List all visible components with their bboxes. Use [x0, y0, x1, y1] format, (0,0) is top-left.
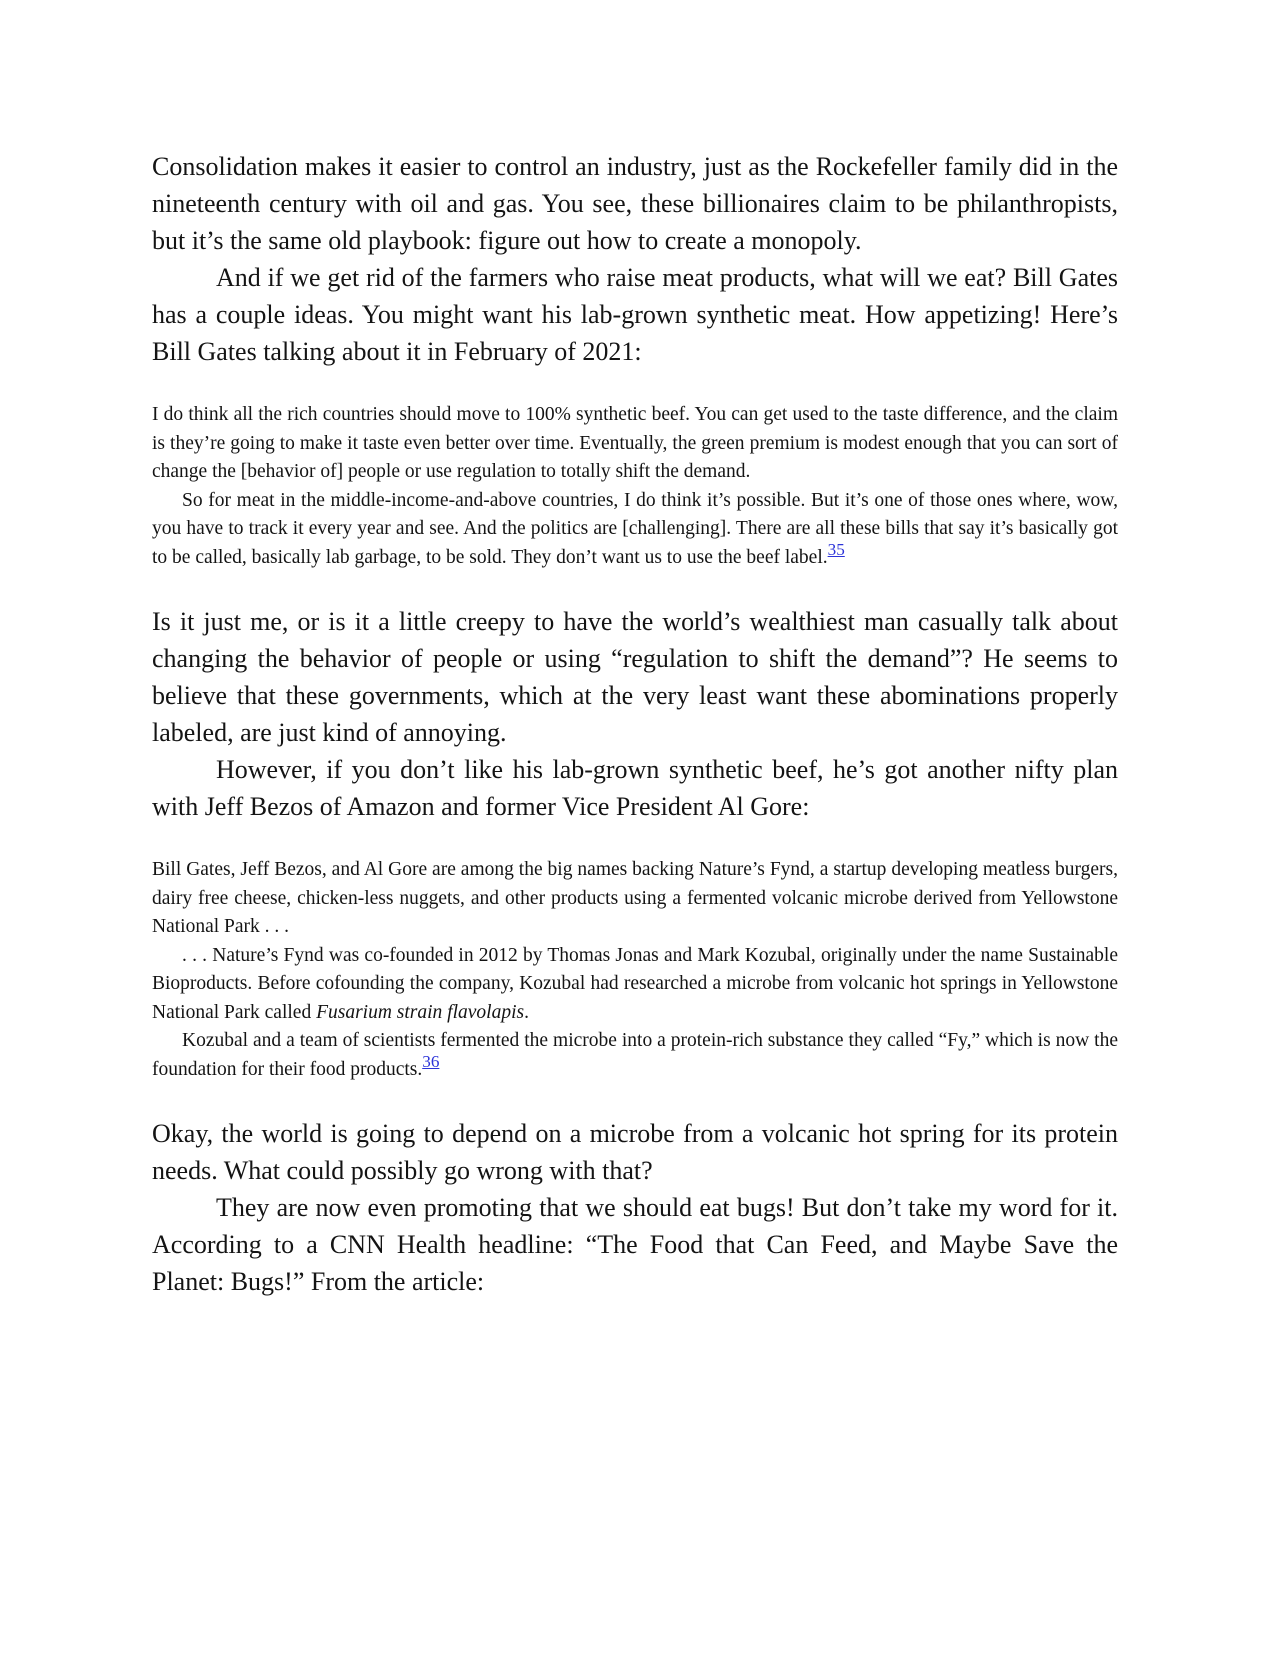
- quote-paragraph-fy: [152, 1027, 1118, 1084]
- footnote-link-35[interactable]: 35: [827, 539, 845, 559]
- quote-text: So for meat in the middle-income-and-above countries, I do think it’s possible. But it’s one of those ones where, wow, you have to track it every year and see. And the politics are [challenging]. There are all these bills that say it’s basically got to be called, basically lab garbage, to be sold. They don’t want us to use the beef label.: [152, 489, 1118, 568]
- quote-text: . . . Nature’s Fynd was co-founded in 2012 by Thomas Jonas and Mark Kozubal, originally under the name Sustainable Bioproducts. Before cofounding the company, Kozubal had researched a microbe from volcanic hot springs in Yellowstone National Park called: [152, 944, 1118, 1023]
- footnote-link-36[interactable]: 36: [422, 1051, 440, 1071]
- blockquote-natures-fynd: [152, 856, 1118, 1084]
- paragraph-eat-bugs: They are now even promoting that we should eat bugs! But don’t take my word for it. According to a CNN Health headline: “The Food that Can Feed, and Maybe Save the Planet: Bugs!” From the article:: [152, 1193, 1118, 1296]
- quote-paragraph-beef-label: [152, 487, 1118, 573]
- species-name-italic: Fusarium strain flavolapis: [316, 1001, 525, 1023]
- blockquote-bill-gates: [152, 401, 1118, 572]
- quote-text: Kozubal and a team of scientists fermented the microbe into a protein-rich substance they called “Fy,” which is now the foundation for their food products.: [152, 1030, 1118, 1080]
- paragraph-consolidation: Consolidation makes it easier to control an industry, just as the Rockefeller family did in the nineteenth century with oil and gas. You see, these billionaires claim to be philanthropists, but it’s the same old playbook: figure out how to create a monopoly.: [152, 152, 1118, 255]
- quote-paragraph-cofounded: [152, 942, 1118, 1028]
- paragraph-lab-grown-meat: And if we get rid of the farmers who raise meat products, what will we eat? Bill Gates has a couple ideas. You might want his lab-grown synthetic meat. How appetizing! Here’s Bill Gates talking about it in February of 2021:: [152, 263, 1118, 366]
- paragraph-volcanic-hot-spring: Okay, the world is going to depend on a microbe from a volcanic hot spring for its protein needs. What could possibly go wrong with that?: [152, 1119, 1118, 1185]
- quote-paragraph-synthetic-beef: I do think all the rich countries should move to 100% synthetic beef. You can get used to the taste difference, and the claim is they’re going to make it taste even better over time. Eventually, the green premium is modest enough that you can sort of change the [behavior of] people or use regulation to totally shift the demand.: [152, 404, 1118, 482]
- paragraph-creepy-wealthiest-man: Is it just me, or is it a little creepy to have the world’s wealthiest man casually talk about changing the behavior of people or using “regulation to shift the demand”? He seems to believe that these governments, which at the very least want these abominations properly labeled, are just kind of annoying.: [152, 607, 1118, 747]
- quote-text: .: [524, 1001, 529, 1023]
- text-column: [152, 148, 1118, 1300]
- quote-paragraph-backers: Bill Gates, Jeff Bezos, and Al Gore are among the big names backing Nature’s Fynd, a startup developing meatless burgers, dairy free cheese, chicken-less nuggets, and other products using a fermented volcanic microbe derived from Yellowstone National Park . . .: [152, 859, 1118, 937]
- paragraph-nifty-plan: However, if you don’t like his lab-grown synthetic beef, he’s got another nifty plan with Jeff Bezos of Amazon and former Vice President Al Gore:: [152, 755, 1118, 821]
